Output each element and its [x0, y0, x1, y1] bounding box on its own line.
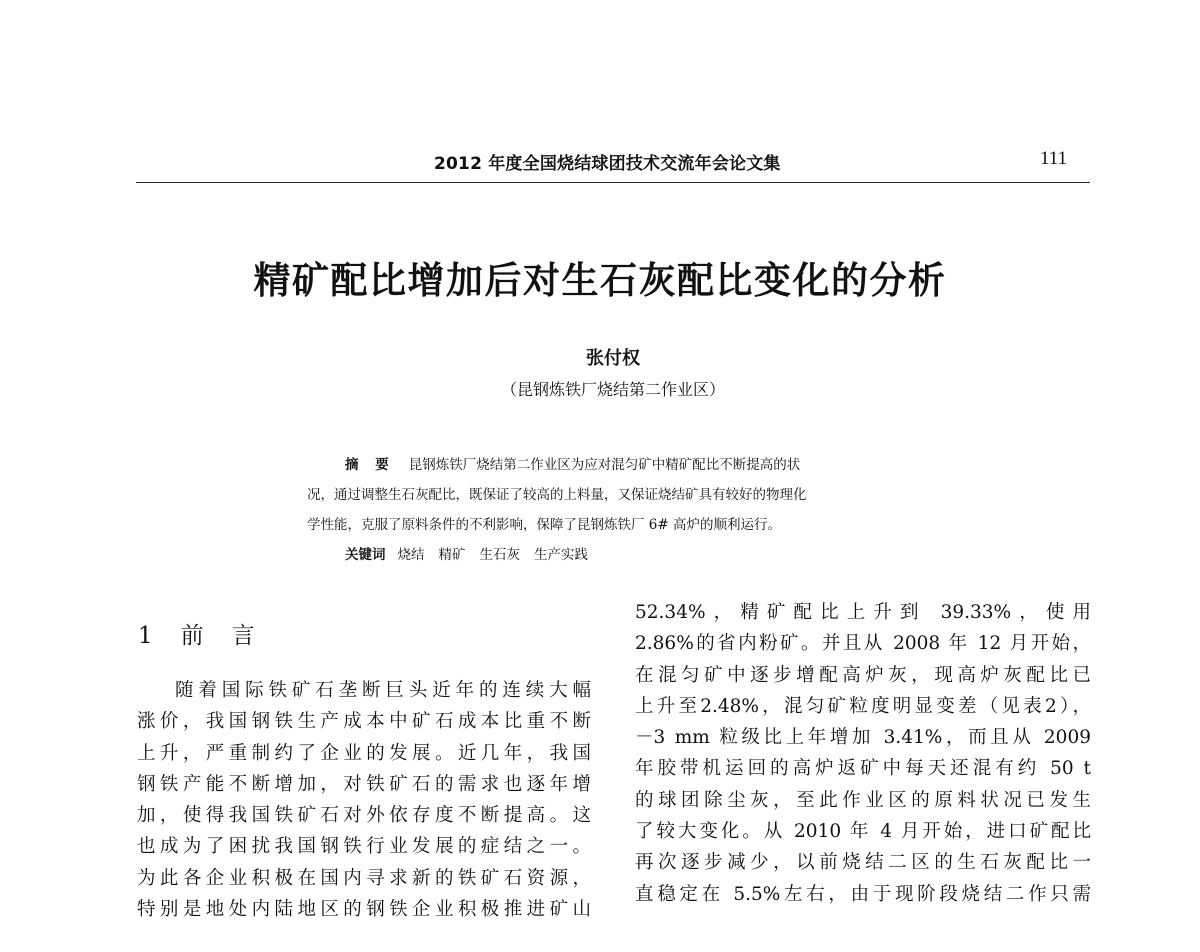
body-line: 钢铁产能不断增加，对铁矿石的需求也逐年增 [137, 773, 591, 795]
header-rule [136, 182, 1090, 183]
body-line: 上升至2.48%，混匀矿粒度明显变差（见表2）， [635, 695, 1091, 717]
body-line: －3 mm 粒级比上年增加 3.41%，而且从 2009 [635, 727, 1091, 749]
body-line: 2.86%的省内粉矿。并且从 2008 年 12 月开始， [635, 633, 1091, 655]
abstract-label: 摘 要 [345, 457, 395, 473]
keyword: 精矿 [438, 547, 466, 563]
keyword: 生产实践 [534, 547, 588, 563]
body-line: 在混匀矿中逐步增配高炉灰，现高炉灰配比已 [635, 664, 1091, 686]
left-column [137, 675, 591, 925]
article-title: 精矿配比增加后对生石灰配比变化的分析 [253, 259, 947, 302]
section-heading [138, 617, 283, 650]
page-number: 111 [1040, 148, 1068, 169]
abstract-line: 况，通过调整生石灰配比，既保证了较高的上料量，又保证烧结矿具有较好的物理化 [307, 487, 807, 503]
body-line: 也成为了困扰我国钢铁行业发展的症结之一。 [137, 836, 591, 858]
body-line: 涨价，我国钢铁生产成本中矿石成本比重不断 [137, 711, 591, 733]
keywords-label: 关键词 [345, 547, 386, 563]
abstract [307, 450, 919, 570]
body-line: 为此各企业积极在国内寻求新的铁矿石资源， [137, 867, 591, 889]
body-line: 上升，严重制约了企业的发展。近几年，我国 [137, 742, 591, 764]
keyword: 生石灰 [479, 547, 520, 563]
body-line: 特别是地处内陆地区的钢铁企业积极推进矿山 [137, 899, 591, 921]
section-number: 1 [138, 623, 153, 649]
body-line: 年胶带机运回的高炉返矿中每天还混有约 50 t [635, 758, 1091, 780]
right-column [635, 597, 1091, 910]
section-title: 前言 [180, 623, 283, 649]
author-affiliation: （昆钢炼铁厂烧结第二作业区） [500, 380, 725, 399]
body-line: 再次逐步减少，以前烧结二区的生石灰配比一 [635, 852, 1091, 874]
abstract-line: 学性能，克服了原料条件的不利影响，保障了昆钢炼铁厂 6# 高炉的顺利运行。 [307, 517, 781, 533]
keyword: 烧结 [397, 547, 425, 563]
body-line: 了较大变化。从 2010 年 4 月开始，进口矿配比 [635, 821, 1091, 843]
journal-title: 2012 年度全国烧结球团技术交流年会论文集 [434, 154, 781, 174]
abstract-text: 昆钢炼铁厂烧结第二作业区为应对混匀矿中精矿配比不断提高的状 [408, 457, 801, 473]
body-line: 直稳定在 5.5%左右，由于现阶段烧结二作只需 [635, 883, 1091, 905]
abstract-line [307, 450, 919, 480]
body-line: 52.34%，精矿配比上升到 39.33%，使用 [635, 602, 1091, 623]
body-line: 的球团除尘灰，至此作业区的原料状况已发生 [635, 789, 1091, 811]
body-line: 加，使得我国铁矿石对外依存度不断提高。这 [137, 805, 591, 827]
keywords [307, 540, 919, 570]
body-line: 随着国际铁矿石垄断巨头近年的连续大幅 [175, 680, 591, 701]
author-name: 张付权 [586, 348, 640, 369]
